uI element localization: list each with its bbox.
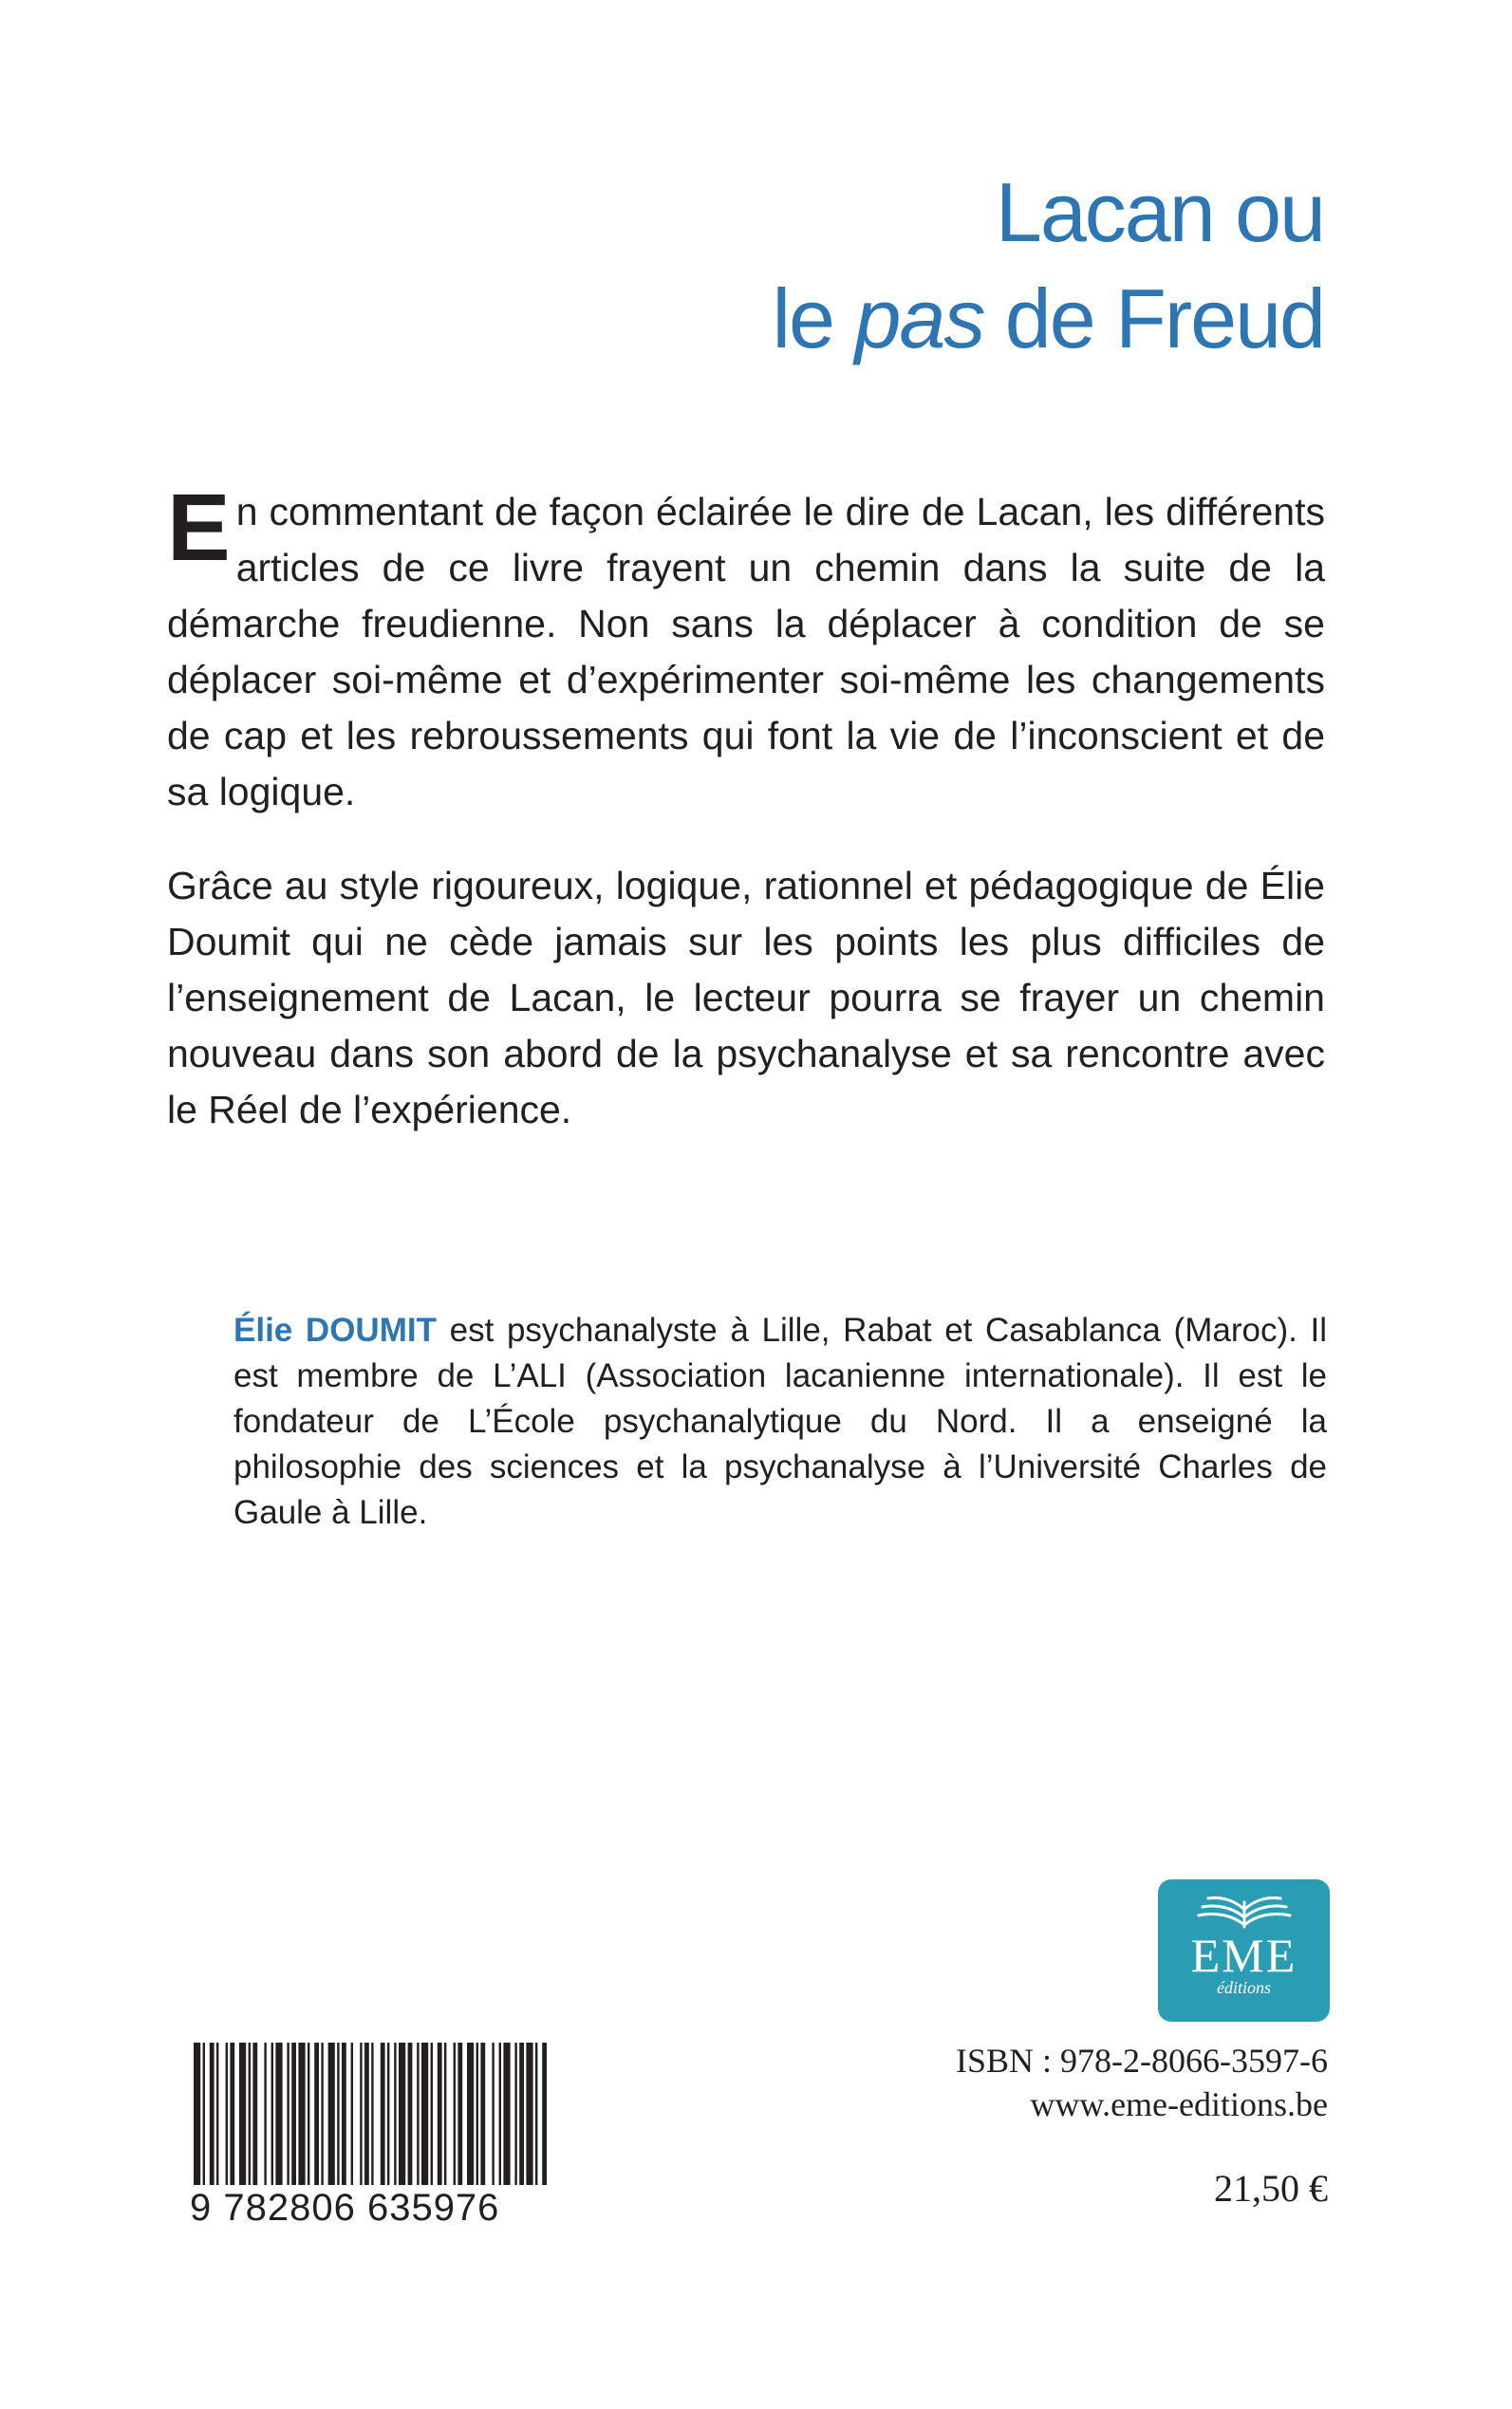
barcode-bar: [371, 2043, 373, 2185]
barcode-bar: [492, 2043, 494, 2185]
barcode-bar: [444, 2043, 446, 2185]
barcode-bar: [252, 2043, 257, 2185]
barcode-bar: [271, 2043, 273, 2185]
book-price: 21,50 €: [1214, 2167, 1328, 2210]
barcode-bar: [467, 2043, 474, 2185]
barcode-bar: [457, 2043, 462, 2185]
barcode-bar: [542, 2043, 547, 2185]
isbn-barcode: [190, 2043, 551, 2232]
barcode-bar: [387, 2043, 389, 2185]
author-name: Élie DOUMIT: [233, 1312, 437, 1349]
title-line-2: [772, 266, 1324, 372]
barcode-bar: [351, 2043, 353, 2185]
isbn-number: ISBN : 978-2-8066-3597-6: [956, 2042, 1328, 2080]
barcode-bar: [399, 2043, 405, 2185]
blurb-paragraph-1: [167, 475, 1325, 820]
publisher-logo-subtitle: éditions: [1217, 1978, 1271, 1997]
author-bio-text: est psychanalyste à Lille, Rabat et Casablanca (Maroc). Il est membre de L’ALI (Association lacanienne internationale). Il est le fondateur de L’École psychanalytique du Nord. Il a enseigné la philosophie des sciences et la psychanalyse à l’Université Charles de Gaule à Lille.: [233, 1312, 1327, 1531]
barcode-bar: [194, 2043, 200, 2185]
barcode-bar: [291, 2043, 296, 2185]
barcode-bar: [360, 2043, 362, 2185]
barcode-bar: [417, 2043, 419, 2185]
barcode-bar: [421, 2043, 428, 2185]
open-book-icon: [1187, 1889, 1301, 1933]
barcode-bar: [275, 2043, 282, 2185]
title-italic-word: pas: [854, 271, 984, 365]
barcode-bar: [503, 2043, 510, 2185]
barcode-bar: [314, 2043, 319, 2185]
title-suffix: de Freud: [983, 271, 1324, 365]
barcode-bar: [480, 2043, 485, 2185]
barcode-bar: [535, 2043, 537, 2185]
publisher-website: www.eme-editions.be: [1030, 2085, 1328, 2123]
barcode-bar: [431, 2043, 433, 2185]
barcode-bar: [514, 2043, 516, 2185]
blurb-paragraph-1-text: n commentant de façon éclairée le dire de Lacan, les différents articles de ce livre frayent un chemin dans la suite de la démarche freudienne. Non sans la déplacer à condition de se déplacer soi-même et d’expérimenter soi-même les changements de cap et les rebroussements qui font la vie de l’inconscient et de sa logique.: [167, 490, 1325, 813]
barcode-bar: [230, 2043, 234, 2185]
barcode-bar: [308, 2043, 309, 2185]
publisher-logo: [1158, 1879, 1330, 2022]
barcode-bar: [394, 2043, 396, 2185]
barcode-bar: [210, 2043, 215, 2185]
barcode-bar: [203, 2043, 205, 2185]
drop-cap: E: [167, 475, 231, 581]
back-cover-blurb: [167, 475, 1325, 1176]
barcode-bar: [408, 2043, 413, 2185]
author-bio: [233, 1308, 1327, 1536]
barcode-bar: [438, 2043, 442, 2185]
barcode-bar: [264, 2043, 266, 2185]
publication-info: [956, 2039, 1328, 2126]
barcode-bars: [190, 2043, 551, 2185]
barcode-bar: [499, 2043, 501, 2185]
barcode-bar: [216, 2043, 218, 2185]
barcode-bar: [287, 2043, 289, 2185]
title-line-1: Lacan ou: [995, 165, 1324, 259]
book-title: [772, 159, 1324, 372]
title-prefix: le: [772, 271, 855, 365]
barcode-bar: [226, 2043, 228, 2185]
barcode-digits: 9 782806 635976: [190, 2187, 500, 2229]
barcode-bar: [476, 2043, 478, 2185]
barcode-bar: [298, 2043, 305, 2185]
barcode-bar: [249, 2043, 251, 2185]
barcode-bar: [328, 2043, 335, 2185]
publisher-logo-name: EME: [1190, 1929, 1297, 1982]
barcode-bar: [321, 2043, 323, 2185]
barcode-bar: [364, 2043, 369, 2185]
barcode-bar: [342, 2043, 346, 2185]
blurb-paragraph-2: Grâce au style rigoureux, logique, rationnel et pédagogique de Élie Doumit qui ne cède jamais sur les points les plus difficiles de l’enseignement de Lacan, le lecteur pourra se frayer un chemin nouveau dans son abord de la psychanalyse et sa rencontre avec le Réel de l’expérience.: [167, 864, 1325, 1131]
barcode-bar: [526, 2043, 532, 2185]
barcode-bar: [519, 2043, 524, 2185]
barcode-bar: [337, 2043, 339, 2185]
barcode-bar: [239, 2043, 246, 2185]
barcode-bar: [381, 2043, 385, 2185]
barcode-bar: [454, 2043, 456, 2185]
